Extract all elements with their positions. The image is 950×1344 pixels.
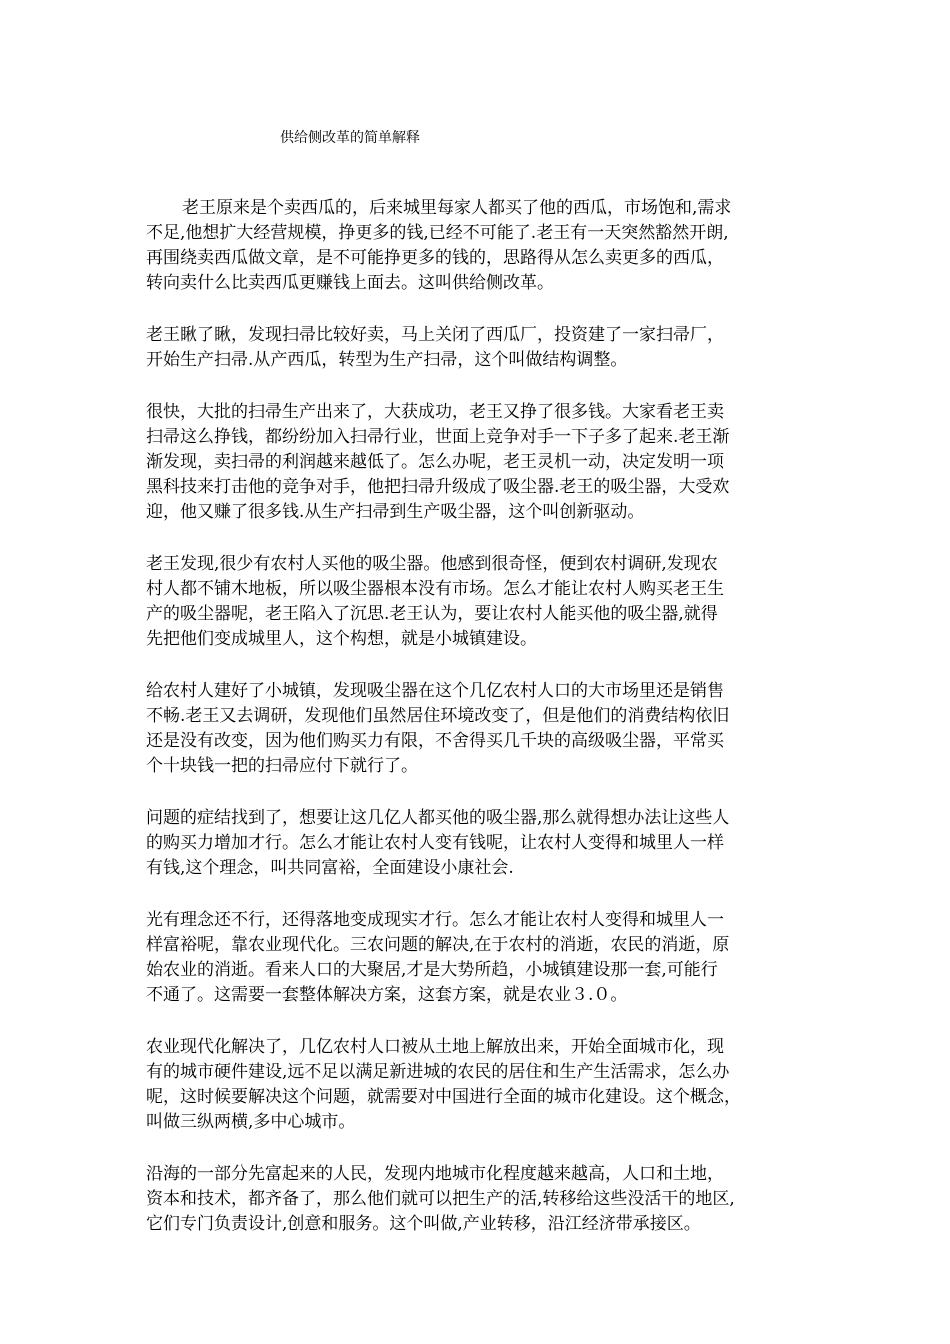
paragraph <box>146 1035 806 1135</box>
paragraph-line: 不畅.老王又去调研，发现他们虽然居住环境改变了，但是他们的消费结构依旧 <box>146 706 730 726</box>
paragraph-line: 迎，他又赚了很多钱.从生产扫帚到生产吸尘器，这个叫创新驱动。 <box>146 502 645 522</box>
paragraph-line: 农业现代化解决了，几亿农村人口被从土地上解放出来，开始全面城市化，现 <box>146 1037 724 1057</box>
paragraph-line: 村人都不铺木地板，所以吸尘器根本没有市场。怎么才能让农村人购买老王生 <box>146 579 724 599</box>
paragraph-line: 问题的症结找到了，想要让这几亿人都买他的吸尘器,那么就得想办法让这些人 <box>146 808 730 828</box>
paragraph-line: 很快，大批的扫帚生产出来了，大获成功，老王又挣了很多钱。大家看老王卖 <box>146 402 724 422</box>
paragraph-line: 老王瞅了瞅，发现扫帚比较好卖，马上关闭了西瓜厂，投资建了一家扫帚厂， <box>146 325 724 345</box>
paragraph <box>146 679 806 779</box>
paragraph <box>146 400 806 525</box>
paragraph-line: 呢，这时候要解决这个问题，就需要对中国进行全面的城市化建设。这个概念， <box>146 1087 741 1107</box>
paragraph-line: 黑科技来打击他的竞争对手，他把扫帚升级成了吸尘器.老王的吸尘器，大受欢 <box>146 477 730 497</box>
paragraph-line: 不通了。这需要一套整体解决方案，这套方案，就是农业３.０。 <box>146 985 628 1005</box>
paragraph-line: 叫做三纵两横,多中心城市。 <box>146 1112 356 1132</box>
paragraph-line: 样富裕呢，靠农业现代化。三农问题的解决,在于农村的消逝，农民的消逝，原 <box>146 935 730 955</box>
paragraph-line: 它们专门负责设计,创意和服务。这个叫做,产业转移，沿江经济带承接区。 <box>146 1214 701 1234</box>
paragraph-line: 有钱,这个理念，叫共同富裕，全面建设小康社会. <box>146 858 514 878</box>
document-body <box>146 196 806 1264</box>
paragraph-line: 的购买力增加才行。怎么才能让农村人变有钱呢，让农村人变得和城里人一样 <box>146 833 724 853</box>
paragraph-line: 渐发现，卖扫帚的利润越来越低了。怎么办呢，老王灵机一动，决定发明一项 <box>146 452 724 472</box>
paragraph-line: 资本和技术，都齐备了，那么他们就可以把生产的活,转移给这些没活干的地区, <box>146 1189 735 1209</box>
paragraph-line: 个十块钱一把的扫帚应付下就行了。 <box>146 756 418 776</box>
paragraph-line: 光有理念还不行，还得落地变成现实才行。怎么才能让农村人变得和城里人一 <box>146 910 724 930</box>
paragraph-line: 给农村人建好了小城镇，发现吸尘器在这个几亿农村人口的大市场里还是销售 <box>146 681 724 701</box>
paragraph-line: 还是没有改变，因为他们购买力有限，不舍得买几千块的高级吸尘器，平常买 <box>146 731 724 751</box>
paragraph <box>146 323 806 373</box>
paragraph-line: 沿海的一部分先富起来的人民，发现内地城市化程度越来越高，人口和土地， <box>146 1164 724 1184</box>
paragraph-line: 扫帚这么挣钱，都纷纷加入扫帚行业，世面上竞争对手一下子多了起来.老王渐 <box>146 427 730 447</box>
paragraph <box>146 806 806 881</box>
paragraph-line: 老王原来是个卖西瓜的，后来城里每家人都买了他的西瓜，市场饱和,需求 <box>182 198 732 218</box>
paragraph <box>146 908 806 1008</box>
paragraph-line: 不足,他想扩大经营规模，挣更多的钱,已经不可能了.老王有一天突然豁然开朗, <box>146 223 729 243</box>
document-title: 供给侧改革的简单解释 <box>280 130 420 146</box>
paragraph <box>146 552 806 652</box>
paragraph-line: 转向卖什么比卖西瓜更赚钱上面去。这叫供给侧改革。 <box>146 273 554 293</box>
paragraph <box>146 196 806 296</box>
paragraph-line: 产的吸尘器呢，老王陷入了沉思.老王认为，要让农村人能买他的吸尘器,就得 <box>146 604 718 624</box>
paragraph-line: 再围绕卖西瓜做文章，是不可能挣更多的钱的，思路得从怎么卖更多的西瓜， <box>146 248 724 268</box>
paragraph-line: 始农业的消逝。看来人口的大聚居,才是大势所趋，小城镇建设那一套,可能行 <box>146 960 718 980</box>
paragraph-line: 开始生产扫帚.从产西瓜，转型为生产扫帚，这个叫做结构调整。 <box>146 350 628 370</box>
paragraph-line: 有的城市硬件建设,远不足以满足新进城的农民的居住和生产生活需求，怎么办 <box>146 1062 730 1082</box>
paragraph-line: 老王发现,很少有农村人买他的吸尘器。他感到很奇怪，便到农村调研,发现农 <box>146 554 718 574</box>
paragraph <box>146 1162 806 1237</box>
paragraph-line: 先把他们变成城里人，这个构想，就是小城镇建设。 <box>146 629 537 649</box>
